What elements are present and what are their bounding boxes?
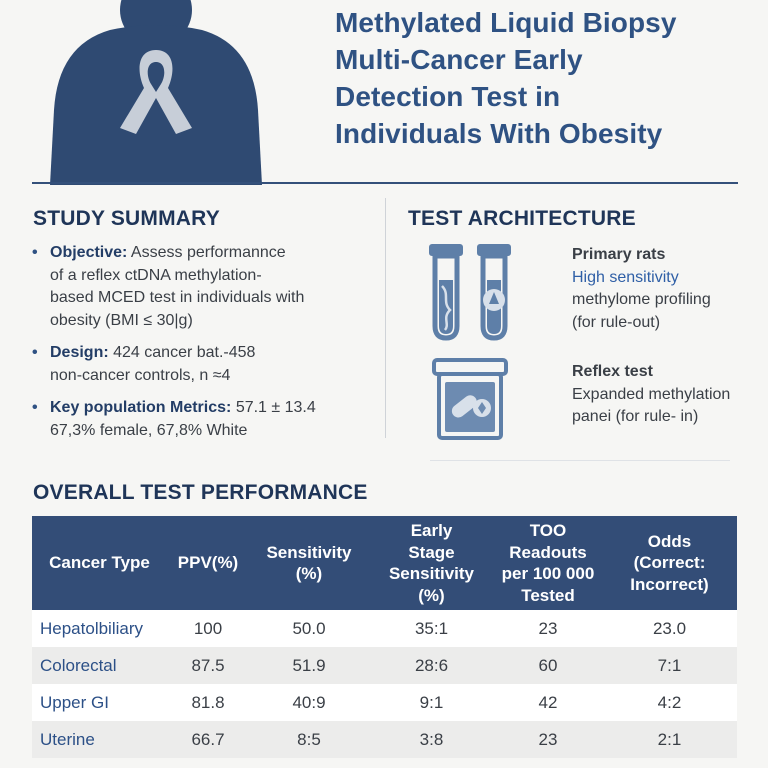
title-line: Methylated Liquid Biopsy (335, 7, 677, 38)
bullet-text: non-cancer controls, n ≈4 (50, 366, 231, 384)
blood-tubes-icon (425, 240, 535, 345)
too-readouts-cell: 23 (494, 610, 602, 647)
bullet-text: 424 cancer bat.-458 (113, 344, 256, 361)
primary-test-accent: High sensitivity (572, 268, 679, 286)
header-divider (32, 182, 738, 184)
page-title (335, 4, 755, 152)
odds-cell: 4:2 (602, 684, 737, 721)
bullet-text: 67,3% female, 67,8% White (50, 421, 248, 439)
sensitivity-cell: 40:9 (249, 684, 369, 721)
summary-bullet-design (32, 342, 372, 387)
bullet-dot-icon: • (32, 399, 38, 416)
reflex-test-line: panei (for rule- in) (572, 408, 699, 425)
summary-bullet-population (32, 397, 372, 442)
bullet-text: based MCED test in individuals with (50, 289, 305, 306)
early-stage-cell: 28:6 (369, 647, 494, 684)
reflex-test-description (572, 361, 762, 429)
column-header-early-stage-sensitivity: Early Stage Sensitivity (%) (369, 516, 494, 610)
bullet-label: Design: (50, 344, 109, 361)
table-header-row (32, 516, 737, 610)
odds-cell: 2:1 (602, 721, 737, 758)
summary-bullet-objective (32, 242, 372, 332)
ppv-cell: 100 (167, 610, 249, 647)
early-stage-cell: 9:1 (369, 684, 494, 721)
ppv-cell: 66.7 (167, 721, 249, 758)
reflex-test-line: Expanded methylation (572, 385, 731, 403)
sensitivity-cell: 50.0 (249, 610, 369, 647)
study-summary-list (32, 242, 372, 452)
reflex-test-title: Reflex test (572, 363, 653, 380)
sample-container-icon (430, 356, 510, 442)
bullet-text: Assess performannce (130, 244, 286, 261)
table-row (32, 684, 737, 721)
primary-test-description (572, 244, 762, 334)
bullet-dot-icon: • (32, 244, 38, 261)
odds-cell: 7:1 (602, 647, 737, 684)
too-readouts-cell: 60 (494, 647, 602, 684)
column-header-too-readouts: TOO Readouts per 100 000 Tested (494, 516, 602, 610)
bullet-label: Key population Metrics: (50, 399, 232, 416)
column-header-sensitivity: Sensitivity (%) (249, 516, 369, 610)
performance-heading: OVERALL TEST PERFORMANCE (33, 481, 368, 504)
primary-test-line: (for rule-out) (572, 313, 661, 331)
cancer-type-cell: Hepatolbiliary (32, 610, 167, 647)
test-architecture-heading: TEST ARCHITECTURE (408, 207, 636, 230)
bullet-label: Objective: (50, 244, 128, 261)
person-with-ribbon-icon (40, 0, 270, 185)
study-summary-heading: STUDY SUMMARY (33, 207, 220, 230)
early-stage-cell: 3:8 (369, 721, 494, 758)
bullet-text: obesity (BMI ≤ 30|g) (50, 311, 193, 329)
cancer-type-cell: Upper GI (32, 684, 167, 721)
section-divider (430, 460, 730, 461)
too-readouts-cell: 42 (494, 684, 602, 721)
cancer-type-cell: Colorectal (32, 647, 167, 684)
odds-cell: 23.0 (602, 610, 737, 647)
table-row (32, 610, 737, 647)
table-row (32, 647, 737, 684)
primary-test-title: Primary rats (572, 246, 666, 263)
ppv-cell: 87.5 (167, 647, 249, 684)
bullet-dot-icon: • (32, 344, 38, 361)
bullet-text: 57.1 ± 13.4 (235, 399, 316, 416)
bullet-text: of a reflex ctDNA methylation- (50, 266, 262, 284)
performance-table (32, 516, 737, 758)
table-row (32, 721, 737, 758)
column-header-odds: Odds (Correct: Incorrect) (602, 516, 737, 610)
title-line: Detection Test in (335, 81, 561, 112)
sensitivity-cell: 8:5 (249, 721, 369, 758)
cancer-type-cell: Uterine (32, 721, 167, 758)
sensitivity-cell: 51.9 (249, 647, 369, 684)
too-readouts-cell: 23 (494, 721, 602, 758)
primary-test-line: methylome profiling (572, 291, 711, 308)
early-stage-cell: 35:1 (369, 610, 494, 647)
title-line: Individuals With Obesity (335, 118, 663, 149)
title-line: Multi-Cancer Early (335, 44, 583, 75)
column-header-cancer-type: Cancer Type (32, 516, 167, 610)
column-header-ppv: PPV(%) (167, 516, 249, 610)
ppv-cell: 81.8 (167, 684, 249, 721)
column-divider (385, 198, 386, 438)
